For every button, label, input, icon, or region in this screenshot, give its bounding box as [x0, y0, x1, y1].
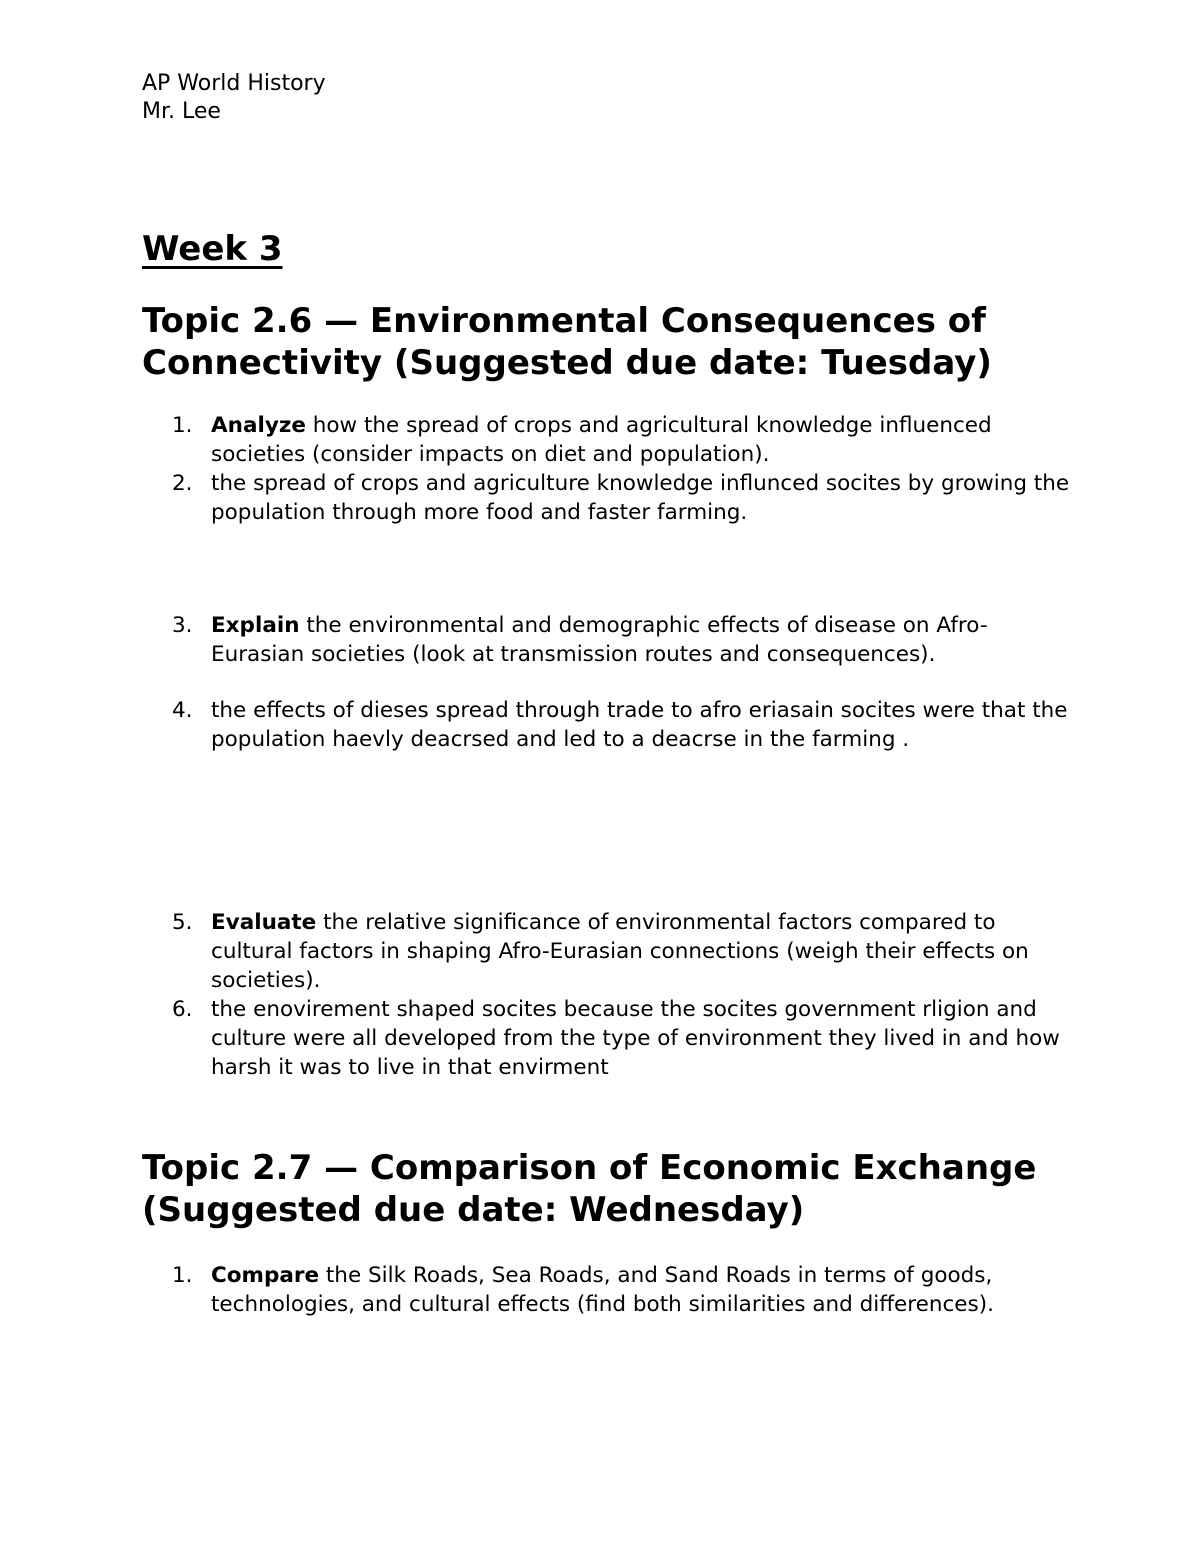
topic-2-6-item-4: [172, 696, 1072, 754]
task-keyword: Compare: [211, 1263, 320, 1288]
list-number: 1.: [172, 1263, 193, 1288]
course-name: AP World History: [142, 71, 326, 96]
list-number: 6.: [172, 997, 193, 1022]
topic-2-6-item-3: [172, 611, 1072, 669]
list-number: 1.: [172, 413, 193, 438]
list-number: 3.: [172, 613, 193, 638]
topic-2-6-item-6: [172, 995, 1072, 1082]
list-item-text: [211, 1261, 1072, 1319]
topic-2-7-heading: Topic 2.7 — Comparison of Economic Exchange (Suggested due date: Wednesday): [142, 1148, 1037, 1230]
student-answer: the effects of dieses spread through trade to afro eriasain socites were that the population haevly deacrsed and led to a deacrse in the farming .: [211, 698, 1068, 752]
task-keyword: Analyze: [211, 413, 306, 438]
topic-2-6-item-5: [172, 908, 1072, 995]
task-keyword: Explain: [211, 613, 300, 638]
topic-2-6-heading: Topic 2.6 — Environmental Consequences of Connectivity (Suggested due date: Tuesday): [142, 301, 992, 383]
task-keyword: Evaluate: [211, 910, 317, 935]
topic-2-6-item-1: [172, 411, 1072, 469]
topic-2-7-item-1: [172, 1261, 1072, 1319]
week-title: Week 3: [142, 229, 283, 269]
student-answer: the enovirement shaped socites because the socites government rligion and culture were all developed from the type of environment they lived in and how harsh it was to live in that envirment: [211, 997, 1060, 1080]
list-item-text: [211, 611, 1072, 669]
list-number: 5.: [172, 910, 193, 935]
task-description: the environmental and demographic effects of disease on Afro-Eurasian societies (look at transmission routes and consequences).: [211, 613, 988, 667]
list-number: 4.: [172, 698, 193, 723]
student-answer: the spread of crops and agriculture knowledge influnced socites by growing the population through more food and faster farming.: [211, 471, 1070, 525]
list-item-text: [211, 411, 1072, 469]
list-number: 2.: [172, 471, 193, 496]
task-description: the relative significance of environmental factors compared to cultural factors in shaping Afro-Eurasian connections (weigh their effects on societies).: [211, 910, 1029, 993]
list-item-text: [211, 908, 1072, 995]
topic-2-6-item-2: [172, 469, 1072, 527]
task-description: the Silk Roads, Sea Roads, and Sand Roads in terms of goods, technologies, and cultural effects (find both similarities and differences).: [211, 1263, 994, 1317]
task-description: how the spread of crops and agricultural knowledge influenced societies (consider impacts on diet and population).: [211, 413, 992, 467]
teacher-name: Mr. Lee: [142, 99, 221, 124]
